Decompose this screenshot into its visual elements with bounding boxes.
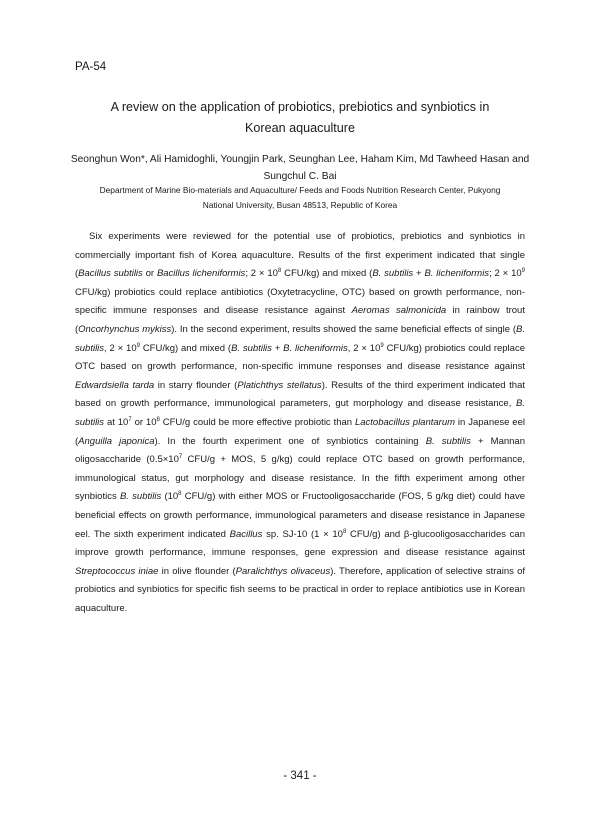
paper-title bbox=[60, 97, 540, 139]
exponent: 9 bbox=[380, 342, 384, 349]
page-number: - 341 - bbox=[283, 770, 317, 782]
species-name: Bacillus bbox=[229, 528, 263, 540]
abstract-body bbox=[75, 228, 525, 618]
species-name: Oncorhynchus mykiss bbox=[78, 323, 172, 335]
species-name: B. subtilis bbox=[425, 435, 471, 447]
species-name: Bacillus licheniformis bbox=[156, 268, 246, 280]
exponent: 9 bbox=[136, 342, 140, 349]
abstract-text: CFU/kg) and mixed ( bbox=[281, 268, 373, 280]
abstract-text: CFU/kg) and mixed ( bbox=[139, 342, 232, 354]
abstract-text: Six experiments were reviewed for the potential use of probiotics, prebiotics and synbiotics in commercially important fish of Korea aquaculture. Results of the first experiment indicated that single ( bbox=[75, 231, 525, 280]
abstract-text: CFU/kg) probiotics could replace OTC based on growth performance, non-specific immune responses and disease resistance against bbox=[75, 342, 525, 373]
abstract-text: + bbox=[271, 342, 284, 354]
exponent: 8 bbox=[277, 268, 282, 275]
species-name: Streptococcus iniae bbox=[75, 565, 159, 577]
abstract-text: + Mannan oligosaccharide (0.5×10 bbox=[75, 435, 525, 466]
authors-line-1: Seonghun Won*, Ali Hamidoghli, Youngjin Park, Seunghan Lee, Haham Kim, Md Tawheed Hasan and bbox=[70, 154, 530, 165]
species-name: Paralichthys olivaceus bbox=[235, 565, 331, 577]
abstract-text: at 10 bbox=[104, 416, 129, 428]
poster-code: PA-54 bbox=[75, 61, 107, 73]
affiliation-line-2: National University, Busan 48513, Republic of Korea bbox=[202, 200, 398, 210]
abstract-text: , 2 × 10 bbox=[104, 342, 137, 354]
abstract-text: or 10 bbox=[131, 416, 157, 428]
abstract-text: ; 2 × 10 bbox=[245, 268, 278, 280]
abstract-text: (10 bbox=[161, 491, 179, 503]
exponent: 9 bbox=[521, 268, 525, 275]
author-list bbox=[50, 151, 550, 185]
species-name: B. subtilis bbox=[75, 398, 525, 428]
abstract-text: in rainbow trout ( bbox=[75, 305, 525, 335]
abstract-paragraph bbox=[75, 228, 525, 618]
abstract-text: ). Therefore, application of selective strains of probiotics and synbiotics for specific fish seems to be practical in order to replace antibiotics use in Korean aquaculture. bbox=[75, 565, 525, 614]
affiliation bbox=[50, 183, 550, 213]
authors-line-2: Sungchul C. Bai bbox=[263, 171, 337, 182]
abstract-text: ; 2 × 10 bbox=[489, 268, 522, 280]
abstract-text: , 2 × 10 bbox=[347, 342, 381, 354]
species-name: B. licheniformis bbox=[424, 268, 490, 280]
abstract-text: CFU/g) with either MOS or Fructooligosaccharide (FOS, 5 g/kg diet) could have beneficial effects on growth performance, immunological parameters and disease resistance in Japanese eel. The sixth experiment indicated bbox=[75, 491, 525, 540]
abstract-text: in Japanese eel ( bbox=[75, 416, 525, 447]
species-name: Lactobacillus plantarum bbox=[354, 416, 456, 428]
species-name: Aeromas salmonicida bbox=[351, 305, 447, 317]
exponent: 7 bbox=[128, 416, 132, 423]
abstract-text: sp. SJ-10 (1 × 10 bbox=[262, 528, 343, 540]
species-name: B. subtilis bbox=[372, 268, 414, 280]
title-line-2: Korean aquaculture bbox=[245, 121, 355, 135]
species-name: Edwardsiella tarda bbox=[75, 379, 155, 391]
abstract-text: CFU/g could be more effective probiotic than bbox=[159, 416, 355, 428]
species-name: B. licheniformis bbox=[283, 342, 348, 354]
exponent: 8 bbox=[342, 528, 347, 535]
abstract-text: ). Results of the third experiment indicated that based on growth performance, immunological parameters, gut morphology and disease resistance, bbox=[75, 379, 525, 410]
species-name: B. subtilis bbox=[75, 323, 525, 354]
affiliation-line-1: Department of Marine Bio-materials and Aquaculture/ Feeds and Foods Nutrition Research Center, Pukyong bbox=[99, 185, 501, 195]
abstract-text: in starry flounder ( bbox=[154, 379, 238, 391]
abstract-text: + bbox=[413, 268, 425, 280]
abstract-text: or bbox=[142, 268, 157, 280]
species-name: B. subtilis bbox=[231, 342, 272, 354]
species-name: B. subtilis bbox=[119, 491, 162, 503]
abstract-text: ). In the second experiment, results showed the same beneficial effects of single ( bbox=[171, 323, 517, 335]
abstract-text: CFU/g) and β-glucooligosaccharides can improve growth performance, immune responses, gene expression and disease resistance against bbox=[75, 528, 526, 559]
abstract-text: ). In the fourth experiment one of synbiotics containing bbox=[154, 435, 426, 447]
abstract-text: CFU/g + MOS, 5 g/kg) could replace OTC based on growth performance, immunological status, gut morphology and disease resistance. In the fifth experiment among other synbiotics bbox=[75, 454, 525, 503]
abstract-text: in olive flounder ( bbox=[158, 565, 236, 577]
exponent: 8 bbox=[178, 491, 182, 498]
exponent: 7 bbox=[178, 454, 183, 461]
species-name: Anguilla japonica bbox=[78, 435, 155, 447]
exponent: 8 bbox=[156, 416, 160, 423]
abstract-text: CFU/kg) probiotics could replace antibiotics (Oxytetracycline, OTC) based on growth performance, non-specific immune responses and disease resistance against bbox=[75, 286, 525, 317]
species-name: Bacillus subtilis bbox=[78, 268, 143, 280]
title-line-1: A review on the application of probiotics, prebiotics and synbiotics in bbox=[110, 100, 490, 114]
species-name: Platichthys stellatus bbox=[237, 379, 322, 391]
